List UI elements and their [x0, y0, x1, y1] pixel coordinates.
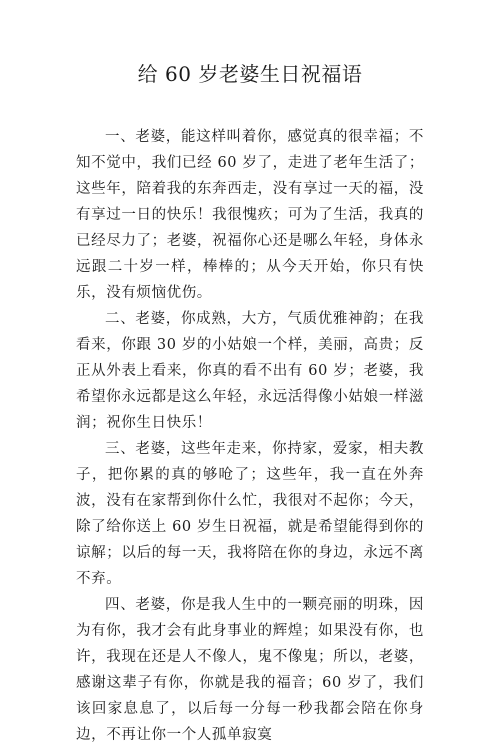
paragraph-1: 一、老婆，能这样叫着你，感觉真的很幸福；不知不觉中，我们已经 60 岁了，走进了老年生活了；这些年，陪着我的东奔西走，没有享过一天的福，没有享过一日的快乐！我很愧疚；可为了生活，我真的已经尽力了；老婆，祝福你心还是哪么年轻，身体永远跟二十岁一样，棒棒的；从今天开始，你只有快乐，没有烦恼优伤。: [76, 129, 424, 301]
document-title: 给 60 岁老婆生日祝福语: [137, 62, 363, 86]
paragraph-2: 二、老婆，你成熟，大方，气质优雅神韵；在我看来，你跟 30 岁的小姑娘一个样，美丽，高贵；反正从外表上看来，你真的看不出有 60 岁；老婆，我希望你永远都是这么年轻，永远活得像小姑娘一样滋润；祝你生日快乐！: [76, 311, 424, 431]
paragraph-3: 三、老婆，这些年走来，你持家，爱家，相夫教子，把你累的真的够呛了；这些年，我一直在外奔波，没有在家帮到你什么忙，我很对不起你；今天，除了给你送上 60 岁生日祝福，就是希望能得到你的谅解；以后的每一天，我将陪在你的身边，永远不离不弃。: [76, 441, 424, 587]
paragraph-4: 四、老婆，你是我人生中的一颗亮丽的明珠，因为有你，我才会有此身事业的辉煌；如果没有你，也许，我现在还是人不像人，鬼不像鬼；所以，老婆，感谢这辈子有你，你就是我的福音；60 岁了，我们该回家息息了，以后每一分每一秒我都会陪在你身边，不再让你一个人孤单寂寞: [76, 597, 424, 743]
